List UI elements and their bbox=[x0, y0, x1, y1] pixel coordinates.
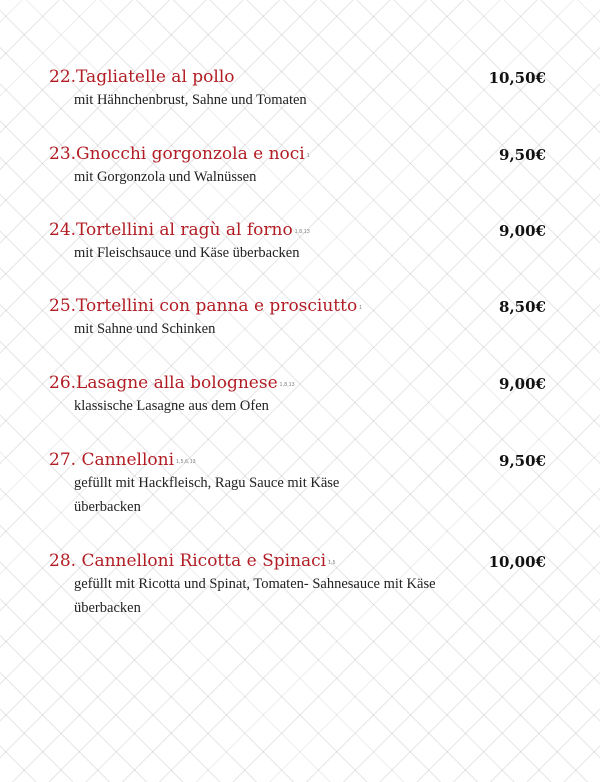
dish-description: mit Fleischsauce und Käse überbacken bbox=[74, 245, 300, 261]
dish-price: 9,00€ bbox=[499, 375, 546, 393]
menu-item-27 bbox=[49, 449, 549, 519]
menu-item-25 bbox=[49, 295, 549, 341]
dish-price: 10,50€ bbox=[488, 69, 546, 87]
dish-price: 9,00€ bbox=[499, 222, 546, 240]
dish-title: 26.Lasagne alla bolognese $^{1,8,13}$ bbox=[49, 373, 295, 393]
dish-price: 10,00€ bbox=[488, 553, 546, 571]
dish-description: mit Hähnchenbrust, Sahne und Tomaten bbox=[74, 92, 307, 108]
allergen-codes: 1,5,6,13 bbox=[176, 459, 196, 465]
allergen-codes: 1,5 bbox=[328, 560, 336, 566]
menu-item-24 bbox=[49, 219, 549, 265]
dish-price: 9,50€ bbox=[499, 452, 546, 470]
menu-item-23 bbox=[49, 143, 549, 189]
dish-title: 25.Tortellini con panna e prosciutto $^1$ bbox=[49, 296, 363, 316]
menu-item-28 bbox=[49, 550, 549, 620]
menu-item-22 bbox=[49, 66, 549, 112]
allergen-codes: 1,8,13 bbox=[279, 382, 295, 388]
dish-description: gefüllt mit Ricotta und Spinat, Tomaten- Sahnesauce mit Käse überbacken bbox=[74, 576, 436, 616]
dish-description: klassische Lasagne aus dem Ofen bbox=[74, 398, 269, 414]
dish-title: 23.Gnocchi gorgonzola e noci $^1$ bbox=[49, 144, 310, 164]
dish-price: 9,50€ bbox=[499, 146, 546, 164]
dish-price: 8,50€ bbox=[499, 298, 546, 316]
dish-description: mit Gorgonzola und Walnüssen bbox=[74, 169, 257, 185]
allergen-codes: 1 bbox=[359, 305, 363, 311]
allergen-codes: 1,8,13 bbox=[294, 229, 310, 235]
dish-description: gefüllt mit Hackfleisch, Ragu Sauce mit Käse überbacken bbox=[74, 475, 340, 515]
dish-title: 22.Tagliatelle al pollo bbox=[49, 67, 235, 87]
menu-item-26 bbox=[49, 372, 549, 418]
dish-title: 24.Tortellini al ragù al forno $^{1,8,13}$ bbox=[49, 220, 310, 240]
allergen-codes: 1 bbox=[306, 153, 310, 159]
dish-title: 27. Cannelloni $^{1,5,6,13}$ bbox=[49, 450, 196, 470]
dish-description: mit Sahne und Schinken bbox=[74, 321, 216, 337]
dish-title: 28. Cannelloni Ricotta e Spinaci $^{1,5}$ bbox=[49, 551, 336, 571]
